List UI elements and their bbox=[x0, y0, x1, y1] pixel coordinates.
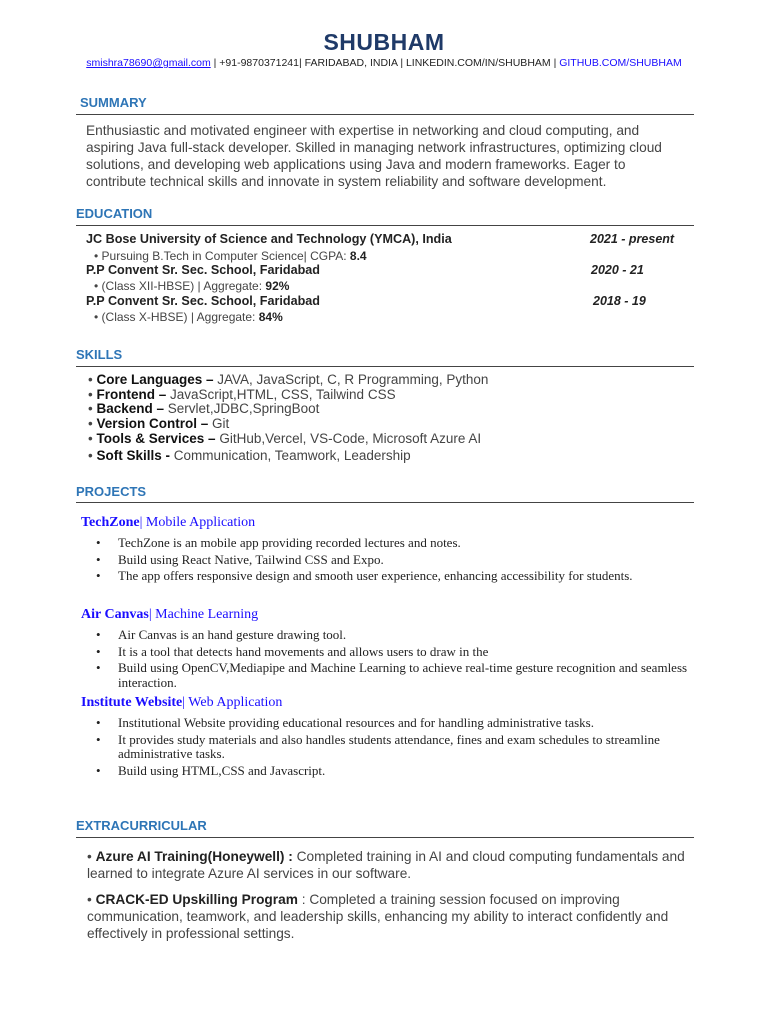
project-name: TechZone bbox=[81, 515, 140, 530]
bullet: • bbox=[94, 279, 99, 293]
skill-item bbox=[88, 372, 488, 387]
skill-label: Backend – bbox=[96, 401, 168, 416]
skill-item bbox=[88, 401, 319, 416]
project-type: | Machine Learning bbox=[148, 607, 259, 622]
project-point: Build using HTML,CSS and Javascript. bbox=[118, 762, 326, 778]
contact-details: | +91-9870371241| FARIDABAD, INDIA | LINKEDIN.COM/IN/SHUBHAM | bbox=[210, 57, 560, 69]
candidate-name: SHUBHAM bbox=[323, 29, 445, 55]
list-item bbox=[96, 661, 696, 690]
bullet: • bbox=[87, 849, 92, 864]
skill-item bbox=[88, 416, 229, 431]
bullet: • bbox=[96, 762, 101, 778]
list-item bbox=[96, 536, 696, 551]
skill-label: Version Control – bbox=[96, 416, 213, 431]
project-points bbox=[96, 716, 696, 780]
education-score: 8.4 bbox=[349, 249, 367, 263]
bullet: • bbox=[88, 431, 93, 446]
bullet: • bbox=[96, 731, 101, 747]
bullet: • bbox=[96, 660, 101, 675]
extracurricular-item bbox=[87, 848, 699, 882]
extracurricular-title: Azure AI Training(Honeywell) : bbox=[95, 849, 297, 864]
education-score: 92% bbox=[265, 279, 290, 293]
education-date: 2020 - 21 bbox=[591, 263, 644, 277]
education-detail bbox=[94, 249, 367, 263]
skill-value: Communication, Teamwork, Leadership bbox=[173, 448, 411, 463]
skill-item bbox=[88, 387, 396, 402]
education-detail-text: (Class X-HBSE) | Aggregate: bbox=[101, 310, 259, 324]
project-points bbox=[96, 628, 696, 692]
divider bbox=[76, 837, 694, 838]
bullet: • bbox=[88, 387, 93, 402]
project-point: TechZone is an mobile app providing recorded lectures and notes. bbox=[118, 535, 461, 550]
skill-value: GitHub,Vercel, VS-Code, Microsoft Azure AI bbox=[219, 431, 482, 446]
project-name: Institute Website bbox=[81, 695, 183, 710]
skill-label: Tools & Services – bbox=[96, 431, 220, 446]
bullet: • bbox=[96, 551, 101, 567]
project-point: It provides study materials and also handles students attendance, fines and exam schedules to streamline administrative tasks. bbox=[118, 731, 660, 761]
github-link[interactable]: GITHUB.COM/SHUBHAM bbox=[559, 57, 682, 69]
skill-value: JavaScript,HTML, CSS, Tailwind CSS bbox=[170, 387, 396, 402]
bullet: • bbox=[88, 416, 93, 431]
list-item bbox=[96, 628, 696, 643]
project-title bbox=[81, 515, 255, 531]
skill-label: Core Languages – bbox=[96, 372, 218, 387]
project-point: Institutional Website providing educational resources and for handling administrative tasks. bbox=[118, 715, 594, 730]
extracurricular-text: Completed training in AI and cloud computing fundamentals and learned to integrate Azure AI services in our software. bbox=[87, 849, 685, 881]
extracurricular-item bbox=[87, 891, 699, 942]
list-item bbox=[96, 716, 696, 731]
bullet: • bbox=[94, 249, 99, 263]
project-type: | Web Application bbox=[182, 695, 283, 710]
bullet: • bbox=[96, 568, 101, 583]
section-title-summary: SUMMARY bbox=[80, 95, 147, 110]
education-detail-text: (Class XII-HBSE) | Aggregate: bbox=[101, 279, 266, 293]
education-school: JC Bose University of Science and Technology (YMCA), India bbox=[86, 232, 452, 246]
skill-item bbox=[88, 431, 481, 446]
extracurricular-text: : Completed a training session focused on improving communication, teamwork, and leadership skills, enhancing my ability to interact confidently and effectively in professional settings. bbox=[87, 892, 669, 941]
divider bbox=[76, 225, 694, 226]
bullet: • bbox=[96, 627, 101, 642]
education-detail bbox=[94, 279, 289, 293]
project-name: Air Canvas bbox=[81, 607, 149, 622]
education-detail bbox=[94, 310, 283, 324]
section-title-extracurricular: EXTRACURRICULAR bbox=[76, 818, 207, 833]
bullet: • bbox=[88, 372, 93, 387]
bullet: • bbox=[88, 448, 93, 463]
project-point: Air Canvas is an hand gesture drawing tool. bbox=[118, 627, 347, 642]
skill-item bbox=[88, 448, 411, 463]
skill-label: Soft Skills - bbox=[96, 448, 174, 463]
skill-label: Frontend – bbox=[96, 387, 170, 402]
education-date: 2021 - present bbox=[590, 232, 675, 246]
project-point: Build using React Native, Tailwind CSS and Expo. bbox=[118, 551, 384, 567]
divider bbox=[76, 114, 694, 115]
section-title-projects: PROJECTS bbox=[76, 484, 147, 499]
project-point: It is a tool that detects hand movements and allows users to draw in the bbox=[118, 643, 489, 659]
bullet: • bbox=[96, 535, 101, 550]
skill-value: Git bbox=[212, 416, 230, 431]
project-type: | Mobile Application bbox=[139, 515, 256, 530]
bullet: • bbox=[96, 715, 101, 730]
divider bbox=[76, 502, 694, 503]
extracurricular-title: CRACK-ED Upskilling Program bbox=[95, 892, 298, 907]
bullet: • bbox=[87, 892, 92, 907]
summary-text: Enthusiastic and motivated engineer with expertise in networking and cloud computing, and aspiring Java full-stack developer. Skilled in managing network infrastructures, optimizing cloud solutions, and developing web applications using Java and modern frameworks. Eager to contribute technical skills and innovate in system reliability and software development. bbox=[86, 123, 662, 189]
list-item bbox=[96, 733, 696, 762]
skill-value: JAVA, JavaScript, C, R Programming, Python bbox=[217, 372, 489, 387]
list-item bbox=[96, 764, 696, 779]
contact-line bbox=[0, 57, 768, 69]
section-title-education: EDUCATION bbox=[76, 206, 153, 221]
skill-value: Servlet,JDBC,SpringBoot bbox=[167, 401, 320, 416]
bullet: • bbox=[94, 310, 99, 324]
list-item bbox=[96, 569, 696, 584]
bullet: • bbox=[96, 643, 101, 659]
education-detail-text: Pursuing B.Tech in Computer Science| CGPA: bbox=[101, 249, 350, 263]
section-title-skills: SKILLS bbox=[76, 347, 123, 362]
list-item bbox=[96, 645, 696, 660]
education-school: P.P Convent Sr. Sec. School, Faridabad bbox=[86, 263, 320, 277]
education-score: 84% bbox=[258, 310, 283, 324]
email-link[interactable]: smishra78690@gmail.com bbox=[86, 57, 211, 69]
project-point: The app offers responsive design and smooth user experience, enhancing accessibility for students. bbox=[118, 568, 633, 583]
list-item bbox=[96, 553, 696, 568]
bullet: • bbox=[88, 401, 93, 416]
project-points bbox=[96, 536, 696, 586]
education-date: 2018 - 19 bbox=[593, 294, 646, 308]
project-title bbox=[81, 607, 258, 623]
project-point: Build using OpenCV,Mediapipe and Machine Learning to achieve real-time gesture recognition and seamless interaction. bbox=[118, 660, 688, 690]
project-title bbox=[81, 695, 282, 711]
divider bbox=[76, 366, 694, 367]
education-school: P.P Convent Sr. Sec. School, Faridabad bbox=[86, 294, 320, 308]
